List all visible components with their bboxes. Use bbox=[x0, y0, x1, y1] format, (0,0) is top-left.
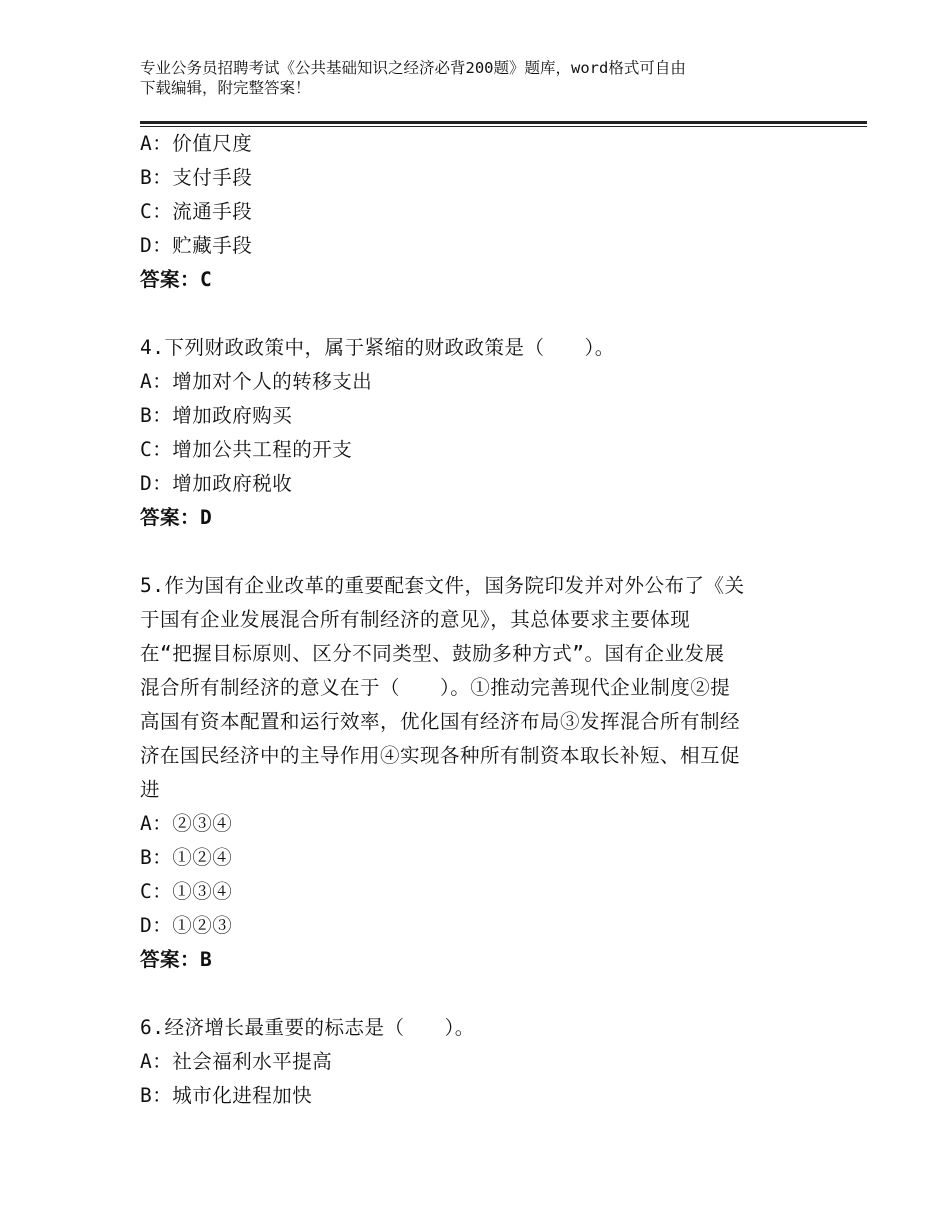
option-c: C：流通手段 bbox=[140, 200, 253, 223]
option-b: B：①②④ bbox=[140, 846, 233, 869]
question-stem-line: 高国有资本配置和运行效率，优化国有经济布局③发挥混合所有制经 bbox=[140, 710, 741, 733]
option-a: A：增加对个人的转移支出 bbox=[140, 370, 373, 393]
answer-line: 答案：C bbox=[140, 268, 213, 291]
question-stem-line: 在“把握目标原则、区分不同类型、鼓励多种方式”。国有企业发展 bbox=[140, 642, 725, 665]
option-b: B：支付手段 bbox=[140, 166, 253, 189]
question-stem-line: 于国有企业发展混合所有制经济的意见》，其总体要求主要体现 bbox=[140, 608, 691, 631]
question-stem: 4.下列财政政策中，属于紧缩的财政政策是（ ）。 bbox=[140, 336, 615, 359]
question-stem-line: 混合所有制经济的意义在于（ ）。①推动完善现代企业制度②提 bbox=[140, 676, 731, 699]
option-d: D：增加政府税收 bbox=[140, 472, 293, 495]
option-d: D：①②③ bbox=[140, 914, 233, 937]
question-4 bbox=[140, 331, 800, 535]
header-rule-thick bbox=[140, 121, 867, 124]
header-line-1: 专业公务员招聘考试《公共基础知识之经济必背200题》题库，word格式可自由 bbox=[140, 59, 686, 77]
question-stem-line: 进 bbox=[140, 778, 161, 801]
spacer bbox=[140, 297, 800, 331]
spacer bbox=[140, 535, 800, 569]
question-3 bbox=[140, 127, 800, 297]
option-b: B：增加政府购买 bbox=[140, 404, 293, 427]
question-stem: 6.经济增长最重要的标志是（ ）。 bbox=[140, 1016, 475, 1039]
option-b: B：城市化进程加快 bbox=[140, 1084, 313, 1107]
answer-line: 答案：D bbox=[140, 506, 213, 529]
option-c: C：增加公共工程的开支 bbox=[140, 438, 353, 461]
option-a: A：价值尺度 bbox=[140, 132, 253, 155]
document-header bbox=[140, 58, 805, 98]
question-6 bbox=[140, 1011, 800, 1113]
option-a: A：②③④ bbox=[140, 812, 233, 835]
option-c: C：①③④ bbox=[140, 880, 233, 903]
answer-line: 答案：B bbox=[140, 948, 213, 971]
spacer bbox=[140, 977, 800, 1011]
question-stem-line: 济在国民经济中的主导作用④实现各种所有制资本取长补短、相互促 bbox=[140, 744, 741, 767]
option-d: D：贮藏手段 bbox=[140, 234, 253, 257]
option-a: A：社会福利水平提高 bbox=[140, 1050, 333, 1073]
question-list bbox=[140, 127, 800, 1113]
header-line-2: 下载编辑，附完整答案！ bbox=[140, 79, 311, 97]
question-5 bbox=[140, 569, 800, 977]
question-stem-line: 5.作为国有企业改革的重要配套文件，国务院印发并对外公布了《关 bbox=[140, 574, 745, 597]
